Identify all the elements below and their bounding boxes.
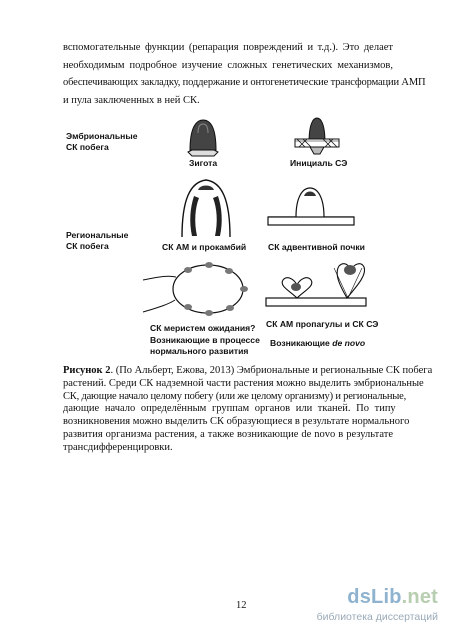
watermark-subtitle: библиотека диссертаций [316, 611, 438, 623]
caption-line: возникновения можно выделить СК образующиеся в результате нормального [63, 416, 410, 428]
watermark-logo-main: dsLib [347, 586, 402, 608]
label-arising-normal: Возникающие в процессе нормального развития [150, 335, 260, 356]
propagule-drawing [266, 264, 366, 306]
zygote-drawing [188, 120, 218, 156]
label-arising-de-novo [270, 338, 365, 349]
label-regional: Региональные СК побега [66, 230, 129, 251]
label-zygote: Зигота [189, 158, 218, 168]
caption-figure-label: Рисунок 2 [63, 365, 111, 376]
caption-line: развития организма растения, а также возникающие de novo в результате [63, 428, 393, 440]
page-number: 12 [236, 600, 247, 611]
de-novo-italic: de novo [332, 338, 366, 348]
label-meristem-question: СК меристем ожидания? [150, 323, 256, 333]
caption-line: трансдифференцировки. [63, 441, 173, 453]
label-initial-se: Инициаль СЭ [290, 158, 348, 168]
caption-line: растений. Среди СК надземной части растения можно выделить эмбриональные [63, 377, 424, 389]
intro-line: и пула заключенных в ней СК. [63, 94, 200, 106]
caption-line: СК, дающие начало целому побегу (или же целому организму) и региональные, [63, 390, 407, 402]
figure-caption [63, 365, 433, 455]
label-embryonic: Эмбриональные СК побега [66, 131, 138, 152]
intro-line: обеспечивающих закладку, поддержание и онтогенетические трансформации АМП [63, 77, 426, 88]
label-propagule: СК АМ пропагулы и СК СЭ [266, 319, 379, 329]
initial-se-drawing [295, 118, 339, 154]
caption-line [63, 365, 433, 378]
de-novo-prefix: Возникающие [270, 338, 333, 348]
intro-line: необходимым подробное изучение сложных генетических механизмов, [63, 59, 393, 71]
label-adventitious: СК адвентивной почки [268, 242, 365, 252]
meristem-ellipse-drawing [143, 262, 248, 316]
adventitious-bud-drawing [268, 188, 354, 225]
label-am-procambium: СК АМ и прокамбий [162, 242, 247, 252]
sam-procambium-drawing [182, 180, 230, 237]
watermark-logo[interactable] [347, 586, 438, 609]
watermark-logo-domain: .net [401, 586, 438, 608]
intro-line: вспомогательные функции (репарация повреждений и т.д.). Это делает [63, 42, 393, 53]
caption-first-line-rest: . (По Альберт, Ежова, 2013) Эмбриональные и региональные СК побега [110, 365, 433, 376]
caption-line: дающие начало определённым группам органов или тканей. По типу [63, 403, 396, 415]
